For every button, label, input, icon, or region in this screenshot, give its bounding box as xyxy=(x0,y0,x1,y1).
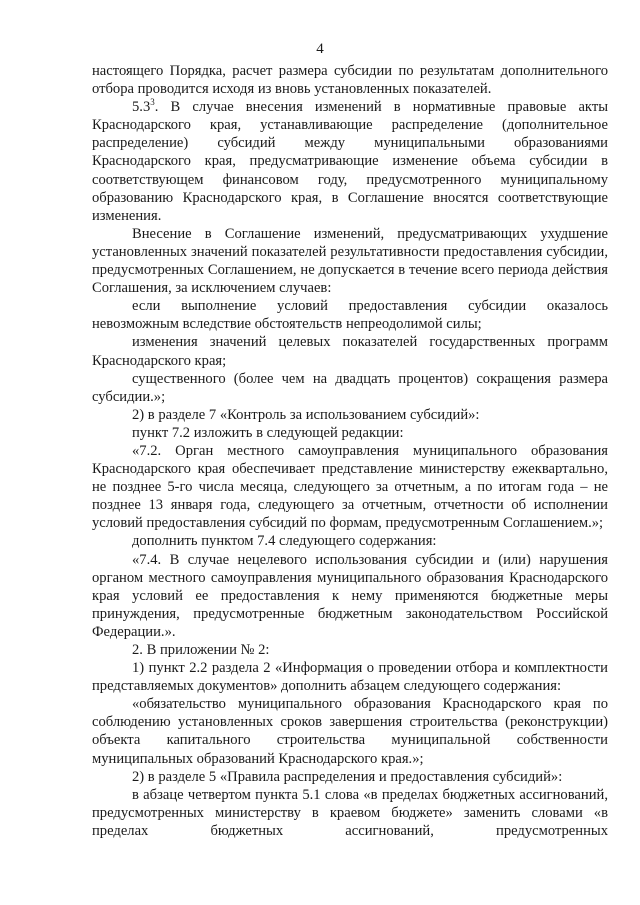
paragraph xyxy=(92,659,608,695)
paragraph xyxy=(92,424,608,442)
paragraph xyxy=(92,641,608,659)
paragraph-text: настоящего Порядка, расчет размера субсидии по результатам дополнительного отбора проводится исходя из вновь установленных показателей. xyxy=(92,63,608,98)
paragraph xyxy=(92,406,608,424)
clause-superscript: 3 xyxy=(150,97,155,108)
paragraph xyxy=(92,786,608,840)
paragraph xyxy=(92,695,608,767)
paragraph-text: если выполнение условий предоставления субсидии оказалось невозможным вследствие обстоятельств непреодолимой силы; xyxy=(92,298,608,333)
paragraph-text: 2) в разделе 5 «Правила распределения и предоставления субсидий»: xyxy=(132,768,563,785)
paragraph-text: 2. В приложении № 2: xyxy=(132,642,270,658)
paragraph xyxy=(92,98,608,225)
paragraph xyxy=(92,442,608,532)
paragraph xyxy=(92,62,608,98)
paragraph-text: Внесение в Соглашение изменений, предусматривающих ухудшение установленных значений показателей результативности предоставления субсидии, предусмотренных Соглашением, не допускается в течение всего периода действия Соглашения, за исключением случаев: xyxy=(92,225,608,297)
paragraph-text: «7.2. Орган местного самоуправления муниципального образования Краснодарского края обеспечивает представление министерству ежеквартально, не позднее 5-го числа месяца, следующего за отчетным, а по итогам года – не позднее 13 января года, следующего за отчетным, отчетности об исполнении условий предоставления субсидий по формам, предусмотренным Соглашением.»; xyxy=(92,442,608,532)
paragraph-text: «7.4. В случае нецелевого использования субсидии и (или) нарушения органом местного самоуправления муниципального образования Краснодарского края условий ее предоставления к нему применяются бюджетные меры принуждения, предусмотренные бюджетным законодательством Российской Федерации.». xyxy=(92,551,608,640)
paragraph-text: 2) в разделе 7 «Контроль за использованием субсидий»: xyxy=(132,406,480,423)
paragraph xyxy=(92,225,608,297)
page-number: 4 xyxy=(316,41,324,57)
paragraph xyxy=(92,768,608,786)
paragraph-text: пункт 7.2 изложить в следующей редакции: xyxy=(132,424,404,441)
paragraph-text: в абзаце четвертом пункта 5.1 слова «в пределах бюджетных ассигнований, предусмотренных министерству в краевом бюджете» заменить словами «в пределах бюджетных ассигнований, предусмотренных xyxy=(92,786,608,839)
paragraph-text: 1) пункт 2.2 раздела 2 «Информация о проведении отбора и комплектности представляемых документов» дополнить абзацем следующего содержания: xyxy=(92,660,608,695)
paragraph-text: . В случае внесения изменений в нормативные правовые акты Краснодарского края, устанавливающие распределение (дополнительное распределение) субсидий между муниципальными образованиями Краснодарского края, предусматривающие изменение объема субсидии в соответствующем финансовом году, предусмотренного муниципальному образованию Краснодарского края, в Соглашение вносятся соответствующие изменения. xyxy=(92,99,608,224)
paragraph xyxy=(92,333,608,369)
paragraph xyxy=(92,370,608,406)
paragraph xyxy=(92,297,608,333)
paragraph-text: изменения значений целевых показателей государственных программ Краснодарского края; xyxy=(92,334,608,369)
paragraph-text: существенного (более чем на двадцать процентов) сокращения размера субсидии.»; xyxy=(92,370,608,405)
paragraph-text: «обязательство муниципального образования Краснодарского края по соблюдению установленных сроков завершения строительства (реконструкции) объекта капитального строительства муниципальной собственности муниципальных образований Краснодарского края.»; xyxy=(92,696,608,767)
paragraph-text: дополнить пунктом 7.4 следующего содержания: xyxy=(132,533,437,550)
clause-number: 5.3 xyxy=(132,99,151,116)
document-body xyxy=(92,62,608,840)
paragraph xyxy=(92,551,608,641)
paragraph xyxy=(92,532,608,550)
